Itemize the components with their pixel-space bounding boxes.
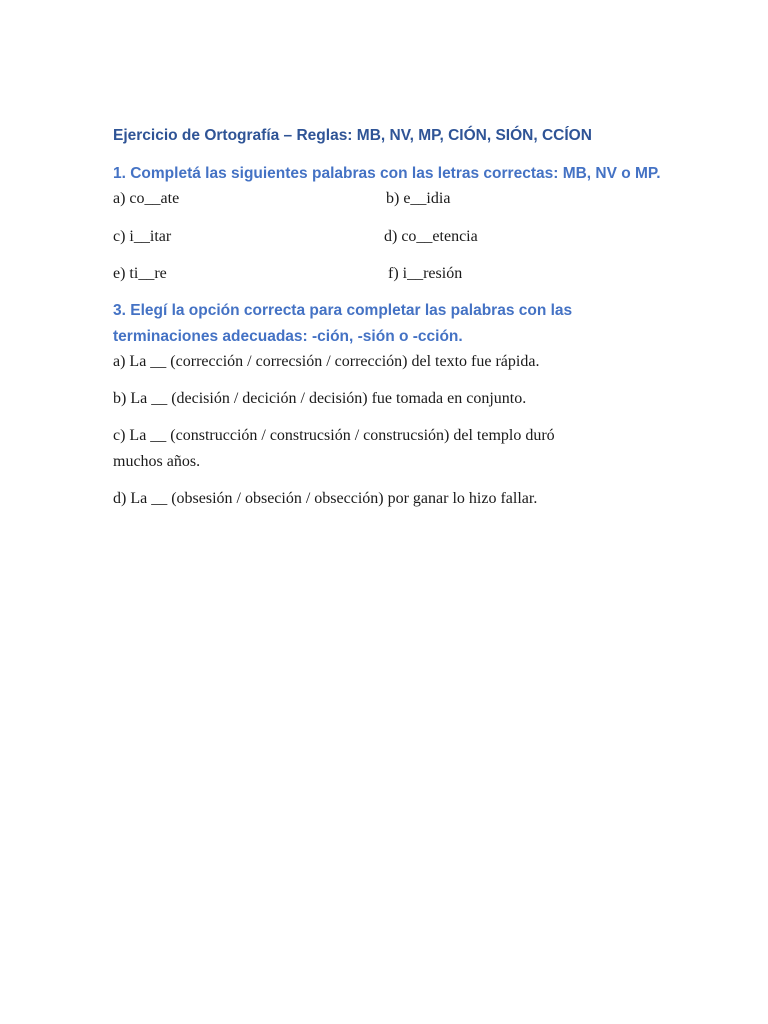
section-1-item-b: b) e__idia	[386, 190, 451, 207]
section-1-item-a: a) co__ate	[113, 190, 180, 207]
section-1-item-f: f) i__resión	[388, 265, 463, 282]
section-1-item-d: d) co__etencia	[384, 228, 478, 245]
document-title: Ejercicio de Ortografía – Reglas: MB, NV, MP, CIÓN, SIÓN, CCÍON	[113, 127, 592, 144]
section-1-item-e: e) ti__re	[113, 265, 167, 282]
section-3-heading-line-1: 3. Elegí la opción correcta para completar las palabras con las	[113, 302, 573, 319]
section-3-item-b: b) La __ (decisión / decición / decisión) fue tomada en conjunto.	[113, 390, 527, 407]
section-1-heading: 1. Completá las siguientes palabras con las letras correctas: MB, NV o MP.	[113, 165, 661, 182]
section-3-heading-line-2: terminaciones adecuadas: -ción, -sión o -cción.	[113, 328, 463, 345]
section-3-item-d: d) La __ (obsesión / obseción / obsección) por ganar lo hizo fallar.	[113, 490, 538, 507]
section-1-item-c: c) i__itar	[113, 228, 172, 245]
section-3-item-c: c) La __ (construcción / construcsión / construcsión) del templo duró	[113, 427, 555, 444]
section-3-item-a: a) La __ (corrección / correcsión / corrección) del texto fue rápida.	[113, 353, 540, 370]
section-3-item-c-continuation: muchos años.	[113, 453, 201, 470]
